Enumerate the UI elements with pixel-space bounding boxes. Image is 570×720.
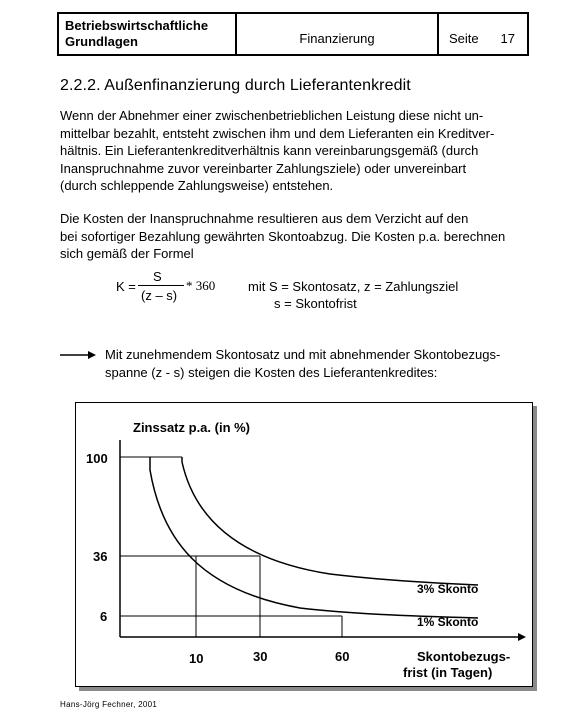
page-label: Seite [449, 30, 479, 46]
y-tick-label-100: 100 [86, 451, 108, 466]
arrow-conclusion-text: Mit zunehmendem Skontosatz und mit abnehmender Skontobezugs- spanne (z - s) steigen die Kosten des Lieferantenkredites: [105, 347, 501, 380]
section-title: 2.2.2. Außenfinanzierung durch Lieferantenkredit [60, 77, 411, 94]
formula-numerator: S [153, 269, 162, 284]
y-axis-label: Zinssatz p.a. (in %) [133, 420, 251, 435]
y-tick-label-6: 6 [100, 609, 108, 624]
formula-denominator: (z – s) [141, 288, 178, 303]
curve-3-percent [182, 457, 478, 585]
x-tick-label-60: 60 [335, 649, 350, 664]
formula-legend-line2: s = Skontofrist [274, 296, 357, 311]
x-tick-label-10: 10 [189, 651, 204, 666]
formula-multiplier: * 360 [186, 278, 216, 293]
x-axis-label-line1: Skontobezugs- [417, 649, 511, 664]
formula-legend-line1: mit S = Skontosatz, z = Zahlungsziel [248, 279, 459, 294]
y-tick-label-36: 36 [93, 549, 108, 564]
header-topic: Finanzierung [237, 14, 439, 54]
x-axis-arrowhead [518, 633, 526, 641]
series-label-1-percent: 1% Skonto [417, 615, 479, 629]
series-label-3-percent: 3% Skonto [417, 582, 479, 596]
page-number: 17 [500, 30, 515, 46]
paragraph-costs: Die Kosten der Inanspruchnahme resultieren aus dem Verzicht auf den bei sofortiger Bezahlung gewährten Skontoabzug. Die Kosten p.a. berechnen sich gemäß der Formel [60, 211, 506, 262]
header-subject-line2: Grundlagen [65, 34, 138, 49]
footer-author: Hans-Jörg Fechner, 2001 [60, 700, 158, 709]
formula-lhs: K = [116, 279, 136, 294]
paragraph-intro: Wenn der Abnehmer einer zwischenbetrieblichen Leistung diese nicht un- mittelbar bezahlt, entsteht zwischen ihm und dem Lieferanten ein Kreditver- hältnis. Ein Lieferantenkreditverhältnis kann vereinbarungsgemäß (durch Inanspruchnahme zuvor vereinbarter Zahlungsziele) oder unvereinbart (durch schleppende Zahlungsweise) entstehen. [60, 108, 495, 194]
x-axis-label-line2: frist (in Tagen) [403, 665, 493, 680]
header-subject-line1: Betriebswirtschaftliche [65, 18, 209, 33]
x-tick-label-30: 30 [253, 649, 268, 664]
